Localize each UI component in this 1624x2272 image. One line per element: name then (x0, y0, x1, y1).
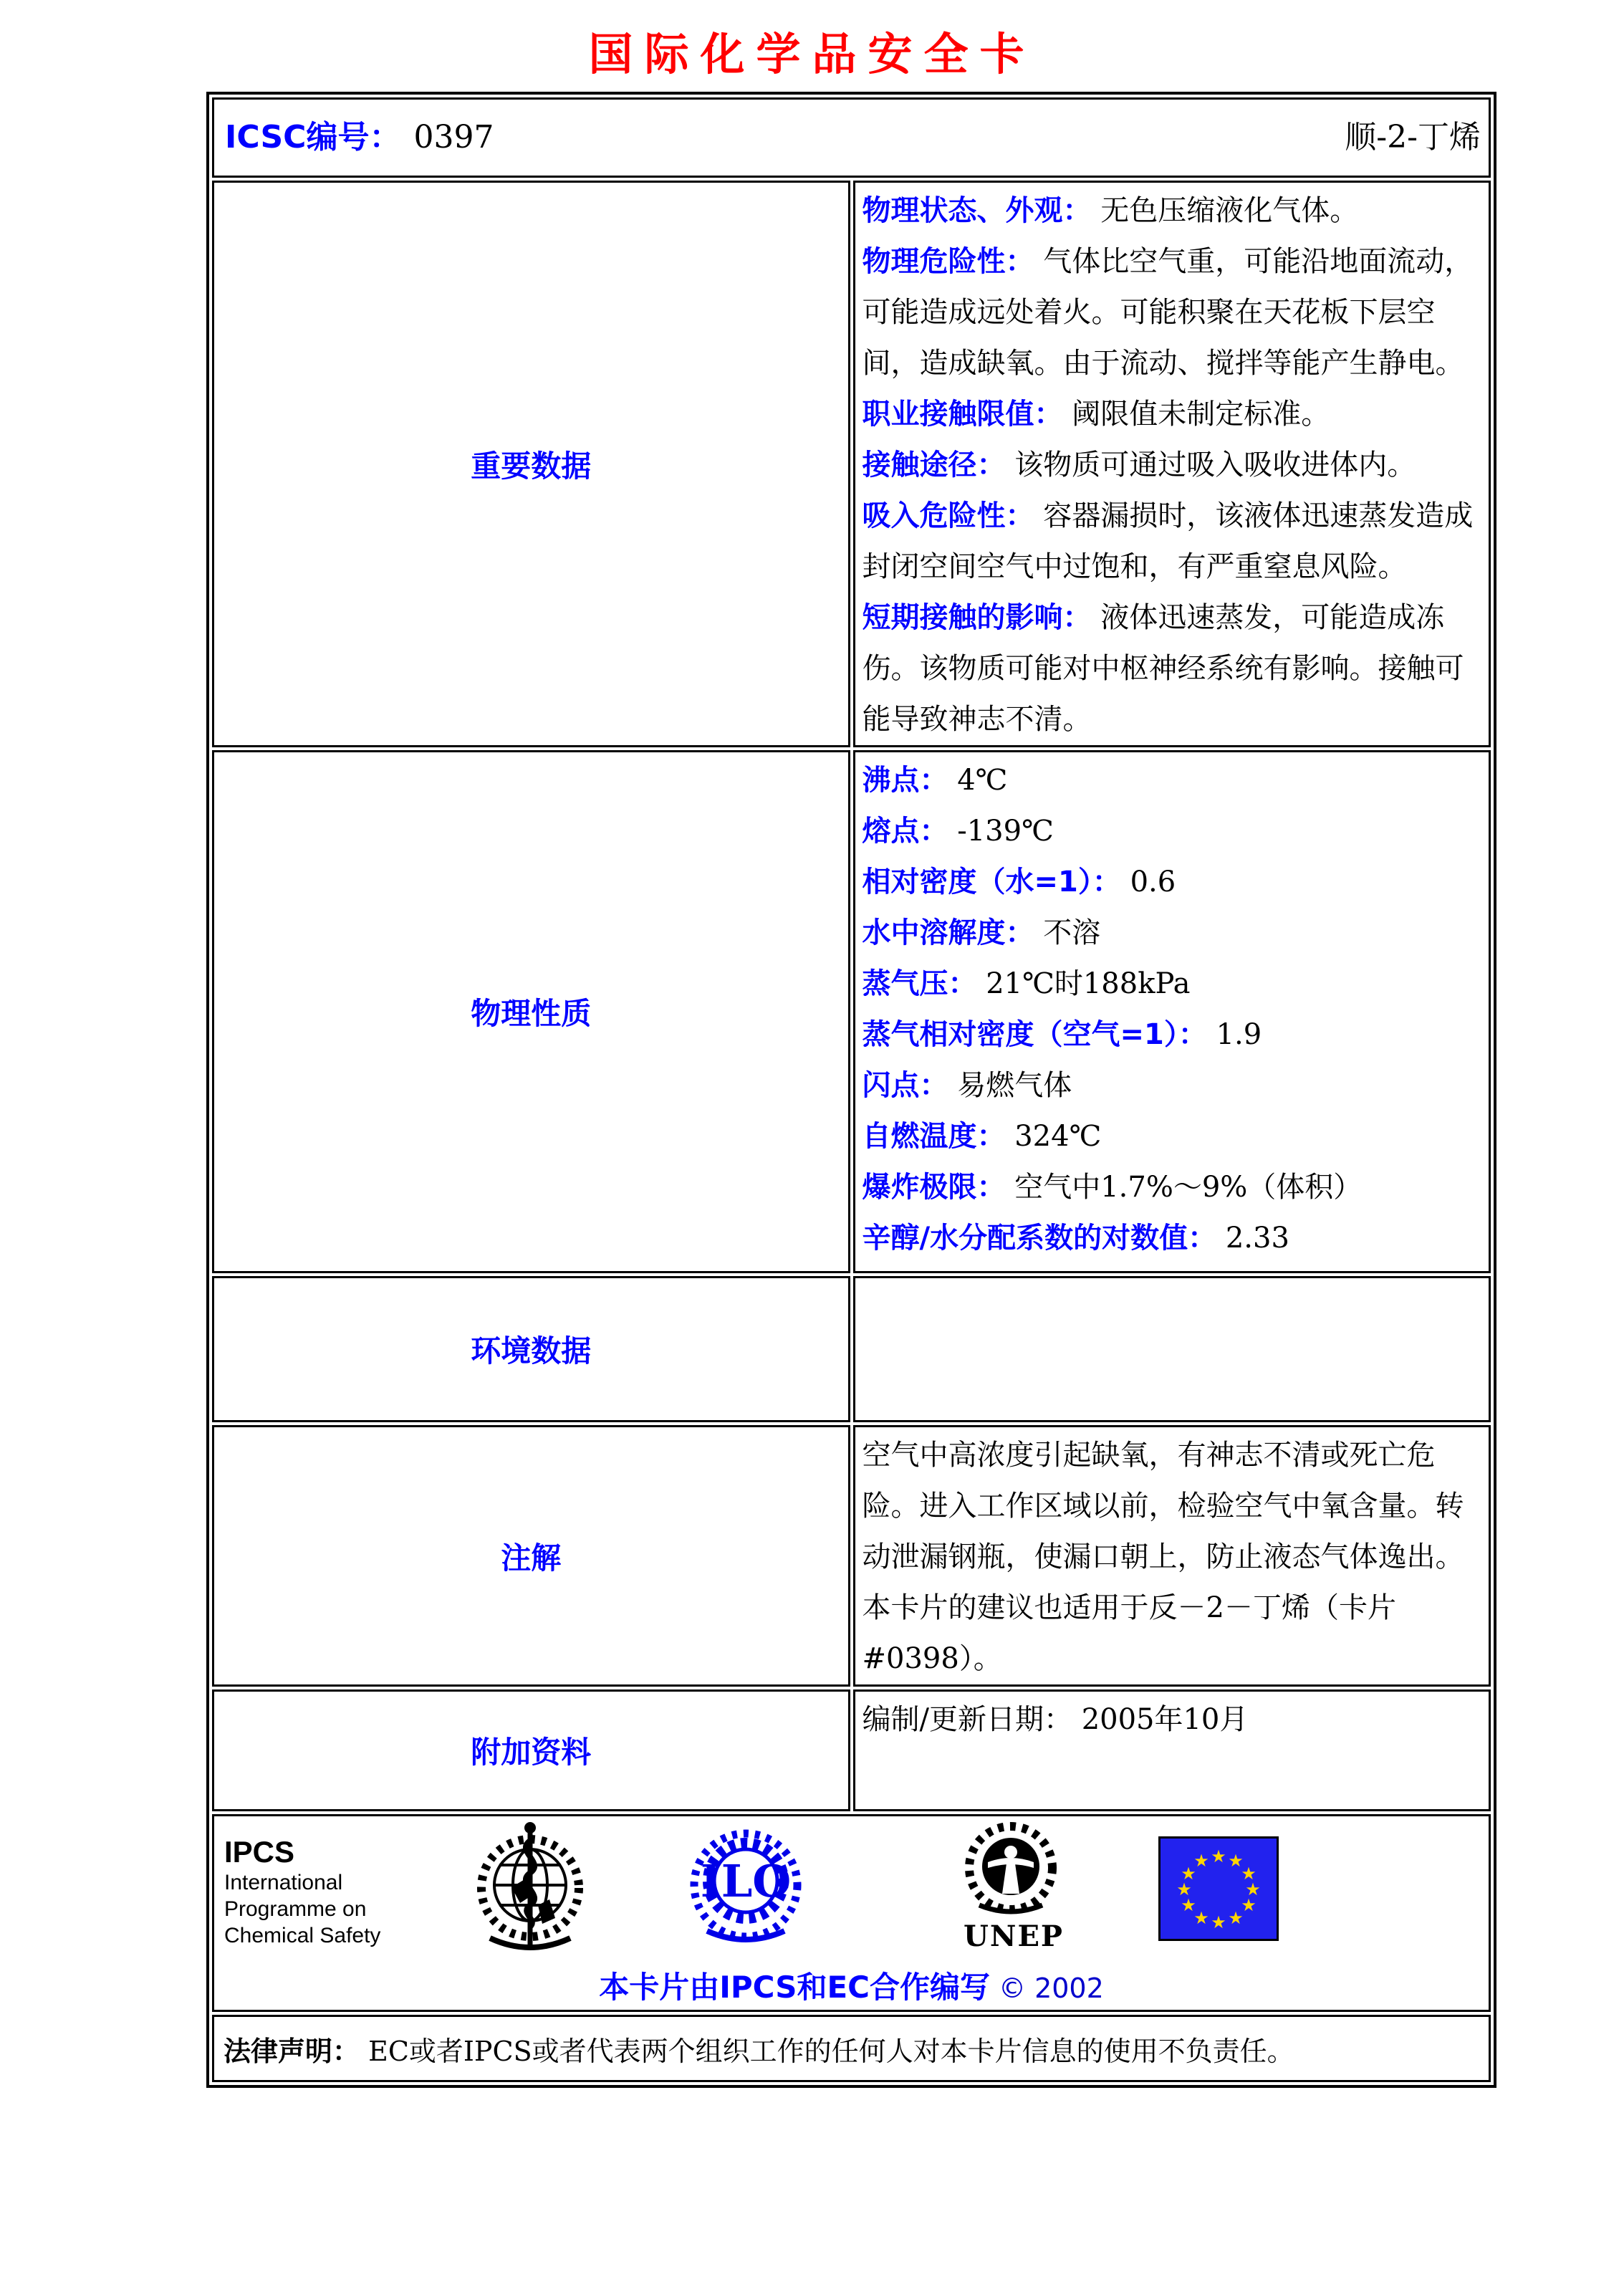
entry-label: 职业接触限值： (862, 398, 1063, 431)
entry-text: 无色压缩液化气体。 (1100, 194, 1359, 227)
prop-flash-point (863, 1060, 1478, 1111)
environmental-data-row (212, 1276, 1491, 1422)
entry-text: 2.33 (1225, 1222, 1289, 1255)
ilo-logo-text: ILO (700, 1855, 792, 1907)
eu-star-icon: ★ (1181, 1895, 1196, 1915)
additional-info-content (853, 1689, 1491, 1811)
eu-star-icon: ★ (1228, 1908, 1244, 1928)
entry-label: 蒸气相对密度（空气=1）： (862, 1018, 1207, 1051)
entry-label: 物理危险性： (862, 245, 1034, 278)
section-label-notes: 注解 (212, 1425, 850, 1687)
entry-label: 自燃温度： (862, 1120, 1006, 1153)
entry-text: 该物质可通过吸入吸收进体内。 (1014, 449, 1416, 481)
eu-star-icon: ★ (1228, 1851, 1244, 1871)
notes-content (853, 1425, 1491, 1687)
legal-label: 法律声明： (224, 2036, 360, 2067)
entry-text: 324℃ (1014, 1120, 1102, 1153)
entry-text: 1.9 (1216, 1018, 1262, 1051)
notes-row (212, 1425, 1491, 1687)
entry-label: 爆炸极限： (862, 1171, 1006, 1204)
credit-text: 本卡片由IPCS和EC合作编写 (599, 1970, 990, 2005)
entry-inhalation-risk (863, 491, 1478, 593)
entry-label: 蒸气压： (862, 967, 977, 1000)
legal-row (212, 2015, 1491, 2082)
icsc-number-label: ICSC编号： (225, 119, 401, 155)
entry-text: -139℃ (957, 815, 1054, 848)
eu-star-icon: ★ (1193, 1908, 1209, 1928)
unep-logo-caption: UNEP (964, 1919, 1065, 1953)
entry-occupational-limit (863, 389, 1478, 440)
chemical-name: 顺-2-丁烯 (1345, 119, 1481, 155)
prop-melting-point (863, 806, 1478, 857)
entry-text: 空气中1.7%～9%（体积） (1014, 1171, 1363, 1204)
section-label-important-data: 重要数据 (212, 181, 850, 747)
eu-star-icon: ★ (1176, 1879, 1192, 1899)
card-header (215, 102, 1488, 173)
entry-label: 熔点： (862, 815, 948, 848)
entry-label: 闪点： (862, 1069, 948, 1102)
entry-text: 容器漏损时，该液体迅速蒸发造成封闭空间空气中过饱和，有严重窒息风险。 (862, 499, 1474, 583)
important-data-row (212, 181, 1491, 747)
eu-star-icon: ★ (1241, 1895, 1257, 1915)
entry-label: 辛醇/水分配系数的对数值： (862, 1222, 1217, 1255)
unep-logo-icon (964, 1822, 1065, 1953)
environmental-data-content (853, 1276, 1491, 1422)
eu-flag-icon (1158, 1836, 1279, 1941)
prop-octanol-water (863, 1213, 1478, 1264)
logos-row (212, 1814, 1491, 2012)
entry-label: 沸点： (862, 764, 948, 797)
entry-label: 物理状态、外观： (862, 194, 1092, 227)
entry-physical-danger (863, 236, 1478, 389)
additional-info-row (212, 1689, 1491, 1811)
icsc-card-table (206, 92, 1496, 2088)
entry-label: 接触途径： (862, 449, 1006, 481)
eu-star-icon: ★ (1211, 1846, 1226, 1866)
entry-label: 短期接触的影响： (862, 601, 1092, 634)
legal-notice (215, 2023, 1488, 2074)
eu-star-icon: ★ (1211, 1912, 1226, 1932)
prop-vapor-density (863, 1010, 1478, 1060)
prop-autoignition-temp (863, 1111, 1478, 1162)
entry-exposure-route (863, 440, 1478, 491)
update-date-text: 编制/更新日期： 2005年10月 (862, 1703, 1249, 1736)
entry-text: 液体迅速蒸发，可能造成冻伤。该物质可能对中枢神经系统有影响。接触可能导致神志不清。 (862, 601, 1464, 736)
icsc-number-group (225, 102, 494, 173)
eu-star-icon: ★ (1245, 1879, 1261, 1899)
credit-line (214, 1964, 1489, 2007)
ipcs-acronym: IPCS (224, 1835, 295, 1869)
ipcs-line2: Programme on (224, 1897, 367, 1921)
entry-short-term-effects (863, 593, 1478, 745)
entry-text: 阈限值未制定标准。 (1072, 398, 1330, 431)
entry-label: 吸入危险性： (862, 499, 1034, 532)
section-label-additional-info: 附加资料 (212, 1689, 850, 1811)
eu-star-icon: ★ (1241, 1864, 1257, 1884)
entry-physical-state (863, 186, 1478, 236)
eu-star-icon: ★ (1181, 1864, 1196, 1884)
prop-explosive-limits (863, 1162, 1478, 1213)
physical-properties-row (212, 750, 1491, 1273)
entry-text: 4℃ (957, 764, 1008, 797)
notes-text: 空气中高浓度引起缺氧，有神志不清或死亡危险。进入工作区域以前，检验空气中氧含量。转动泄漏钢瓶，使漏口朝上，防止液态气体逸出。本卡片的建议也适用于反－2－丁烯（卡片#0398）。 (862, 1439, 1464, 1675)
prop-vapor-pressure (863, 959, 1478, 1010)
prop-boiling-point (863, 755, 1478, 806)
entry-label: 水中溶解度： (862, 916, 1034, 949)
legal-text: EC或者IPCS或者代表两个组织工作的任何人对本卡片信息的使用不负责任。 (368, 2036, 1294, 2067)
ilo-logo-icon (688, 1822, 803, 1954)
copyright-text: © 2002 (998, 1973, 1104, 2004)
ipcs-text-block (224, 1835, 380, 1949)
physical-properties-content (853, 750, 1491, 1273)
section-label-environmental-data: 环境数据 (212, 1276, 850, 1422)
prop-relative-density (863, 857, 1478, 908)
eu-star-icon: ★ (1193, 1851, 1209, 1871)
entry-label: 相对密度（水=1）： (862, 866, 1121, 898)
ipcs-line3: Chemical Safety (224, 1924, 381, 1947)
important-data-content (853, 181, 1491, 747)
page-title: 国际化学品安全卡 (588, 28, 1036, 80)
entry-text: 不溶 (1043, 916, 1101, 949)
icsc-number-value: 0397 (413, 119, 494, 155)
prop-water-solubility (863, 908, 1478, 959)
entry-text: 气体比空气重，可能沿地面流动，可能造成远处着火。可能积聚在天花板下层空间，造成缺氧。由于流动、搅拌等能产生静电。 (862, 245, 1474, 380)
entry-text: 21℃时188kPa (986, 967, 1191, 1000)
who-logo-icon (472, 1819, 588, 1962)
section-label-physical-properties: 物理性质 (212, 750, 850, 1273)
ipcs-line1: International (224, 1871, 343, 1894)
header-row (212, 97, 1491, 178)
entry-text: 易燃气体 (957, 1069, 1072, 1102)
entry-text: 0.6 (1130, 866, 1176, 898)
